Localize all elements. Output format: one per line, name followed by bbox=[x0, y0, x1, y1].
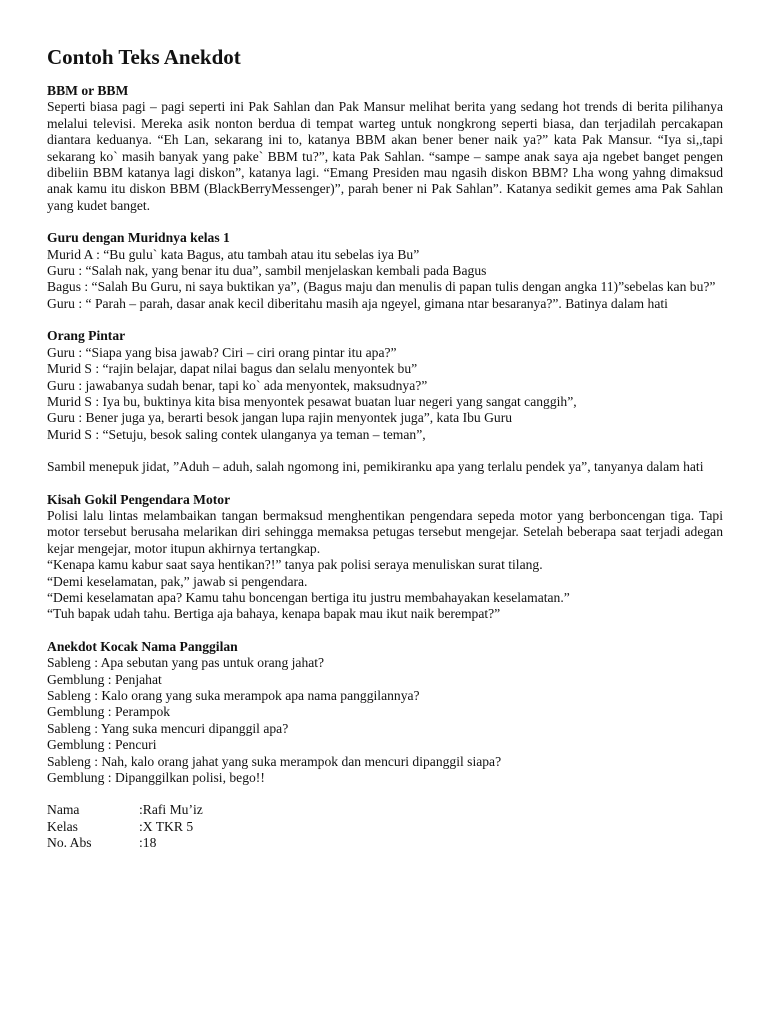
section-guru-murid bbox=[47, 230, 723, 312]
document-title: Contoh Teks Anekdot bbox=[47, 45, 241, 69]
signature-value: :Rafi Mu’iz bbox=[139, 802, 203, 818]
section-heading: Anekdot Kocak Nama Panggilan bbox=[47, 638, 238, 654]
closing-paragraph: Sambil menepuk jidat, ”Aduh – aduh, salah ngomong ini, pemikiranku apa yang terlalu pendek ya”, tanyanya dalam hati bbox=[47, 459, 704, 475]
signature-label: Kelas bbox=[47, 818, 78, 834]
dialogue-line: Guru : Bener juga ya, berarti besok jangan lupa rajin menyontek juga”, kata Ibu Guru bbox=[47, 410, 513, 426]
signature-label: No. Abs bbox=[47, 835, 92, 851]
signature-row-no-abs bbox=[47, 835, 723, 851]
section-heading: BBM or BBM bbox=[47, 83, 129, 98]
dialogue-line: Murid S : “rajin belajar, dapat nilai bagus dan selalu menyontek bu” bbox=[47, 361, 418, 377]
dialogue-line: Murid S : Iya bu, buktinya kita bisa menyontek pesawat buatan luar negeri yang sangat canggih”, bbox=[47, 393, 577, 409]
section-orang-pintar bbox=[47, 328, 723, 475]
dialogue-line: Guru : jawabanya sudah benar, tapi ko` ada menyontek, maksudnya?” bbox=[47, 377, 428, 393]
dialogue-line: “Demi keselamatan apa? Kamu tahu boncengan bertiga itu justru membahayakan keselamatan.” bbox=[47, 589, 570, 605]
dialogue-line: Sableng : Yang suka mencuri dipanggil apa? bbox=[47, 720, 289, 736]
signature-row-kelas bbox=[47, 819, 723, 835]
dialogue-line: “Tuh bapak udah tahu. Bertiga aja bahaya, kenapa bapak mau ikut naik berempat?” bbox=[47, 606, 501, 622]
signature-block bbox=[47, 802, 723, 851]
section-bbm bbox=[47, 83, 723, 214]
dialogue-line: Gemblung : Penjahat bbox=[47, 671, 162, 687]
section-nama-panggilan bbox=[47, 639, 723, 787]
signature-label: Nama bbox=[47, 802, 80, 818]
section-heading: Kisah Gokil Pengendara Motor bbox=[47, 491, 231, 507]
dialogue-line: Murid S : “Setuju, besok saling contek ulanganya ya teman – teman”, bbox=[47, 426, 426, 442]
dialogue-line: Sableng : Kalo orang yang suka merampok apa nama panggilannya? bbox=[47, 688, 420, 703]
signature-value: :X TKR 5 bbox=[139, 818, 194, 834]
section-paragraph: Seperti biasa pagi – pagi seperti ini Pak Sahlan dan Pak Mansur melihat berita yang sedang hot trends di berita pilihanya melalui televisi. Mereka asik nonton berdua di tempat warteg untuk nongkrong seperti biasa, dan terjadilah percakapan diantara keduanya. “Eh Lan, sekarang ini to, katanya BBM akan bener bener naik ya?” kata Pak Mansur. “Iya si,,tapi sekarang ko` masih banyak yang pake` BBM tu?”, kata Pak Sahlan. “sampe – sampe anak saya aja ngebet banget pengen dibeliin BBM katanya lagi diskon”, katanya lagi. “Emang Presiden mau ngasih diskon BBM? Lha wong yahng dimaksud anak kamu itu diskon BBM (BlackBerryMessenger)”, parah bener ni Pak Sahlan”. Katanya sedikit gemes ama Pak Sahlan yang kudet banget. bbox=[47, 99, 723, 213]
dialogue-line: Bagus : “Salah Bu Guru, ni saya buktikan ya”, (Bagus maju dan menulis di papan tulis dengan angka 11)”sebelas kan bu?” bbox=[47, 279, 716, 295]
dialogue-line: Gemblung : Pencuri bbox=[47, 737, 157, 753]
dialogue-line: Gemblung : Perampok bbox=[47, 704, 171, 720]
dialogue-line: Sableng : Apa sebutan yang pas untuk orang jahat? bbox=[47, 655, 325, 671]
section-heading: Orang Pintar bbox=[47, 328, 126, 344]
signature-value: :18 bbox=[139, 835, 157, 851]
dialogue-line: Guru : “Siapa yang bisa jawab? Ciri – ciri orang pintar itu apa?” bbox=[47, 344, 397, 360]
dialogue-line: Murid A : “Bu gulu` kata Bagus, atu tambah atau itu sebelas iya Bu” bbox=[47, 246, 420, 262]
signature-row-nama bbox=[47, 802, 723, 818]
story-line: Polisi lalu lintas melambaikan tangan bermaksud menghentikan pengendara sepeda motor yang berboncengan tiga. Tapi motor tersebut berusaha melarikan diri sehingga memaksa petugas tersebut mengejar. Setelah beberapa saat terjadi adegan kejar mengejar, motor itupun akhirnya tertangkap. bbox=[47, 507, 723, 556]
dialogue-line: “Kenapa kamu kabur saat saya hentikan?!” tanya pak polisi seraya menuliskan surat tilang. bbox=[47, 557, 543, 573]
section-heading: Guru dengan Muridnya kelas 1 bbox=[47, 230, 230, 246]
section-pengendara-motor bbox=[47, 492, 723, 623]
dialogue-line: Sableng : Nah, kalo orang jahat yang suka merampok dan mencuri dipanggil siapa? bbox=[47, 753, 502, 769]
dialogue-line: Guru : “ Parah – parah, dasar anak kecil diberitahu masih aja ngeyel, gimana ntar besaranya?”. Batinya dalam hati bbox=[47, 295, 668, 311]
dialogue-line: Gemblung : Dipanggilkan polisi, bego!! bbox=[47, 770, 265, 786]
dialogue-line: Guru : “Salah nak, yang benar itu dua”, sambil menjelaskan kembali pada Bagus bbox=[47, 263, 487, 279]
dialogue-line: “Demi keselamatan, pak,” jawab si pengendara. bbox=[47, 573, 308, 589]
document-page bbox=[47, 44, 723, 852]
paragraph-spacer bbox=[47, 443, 723, 459]
